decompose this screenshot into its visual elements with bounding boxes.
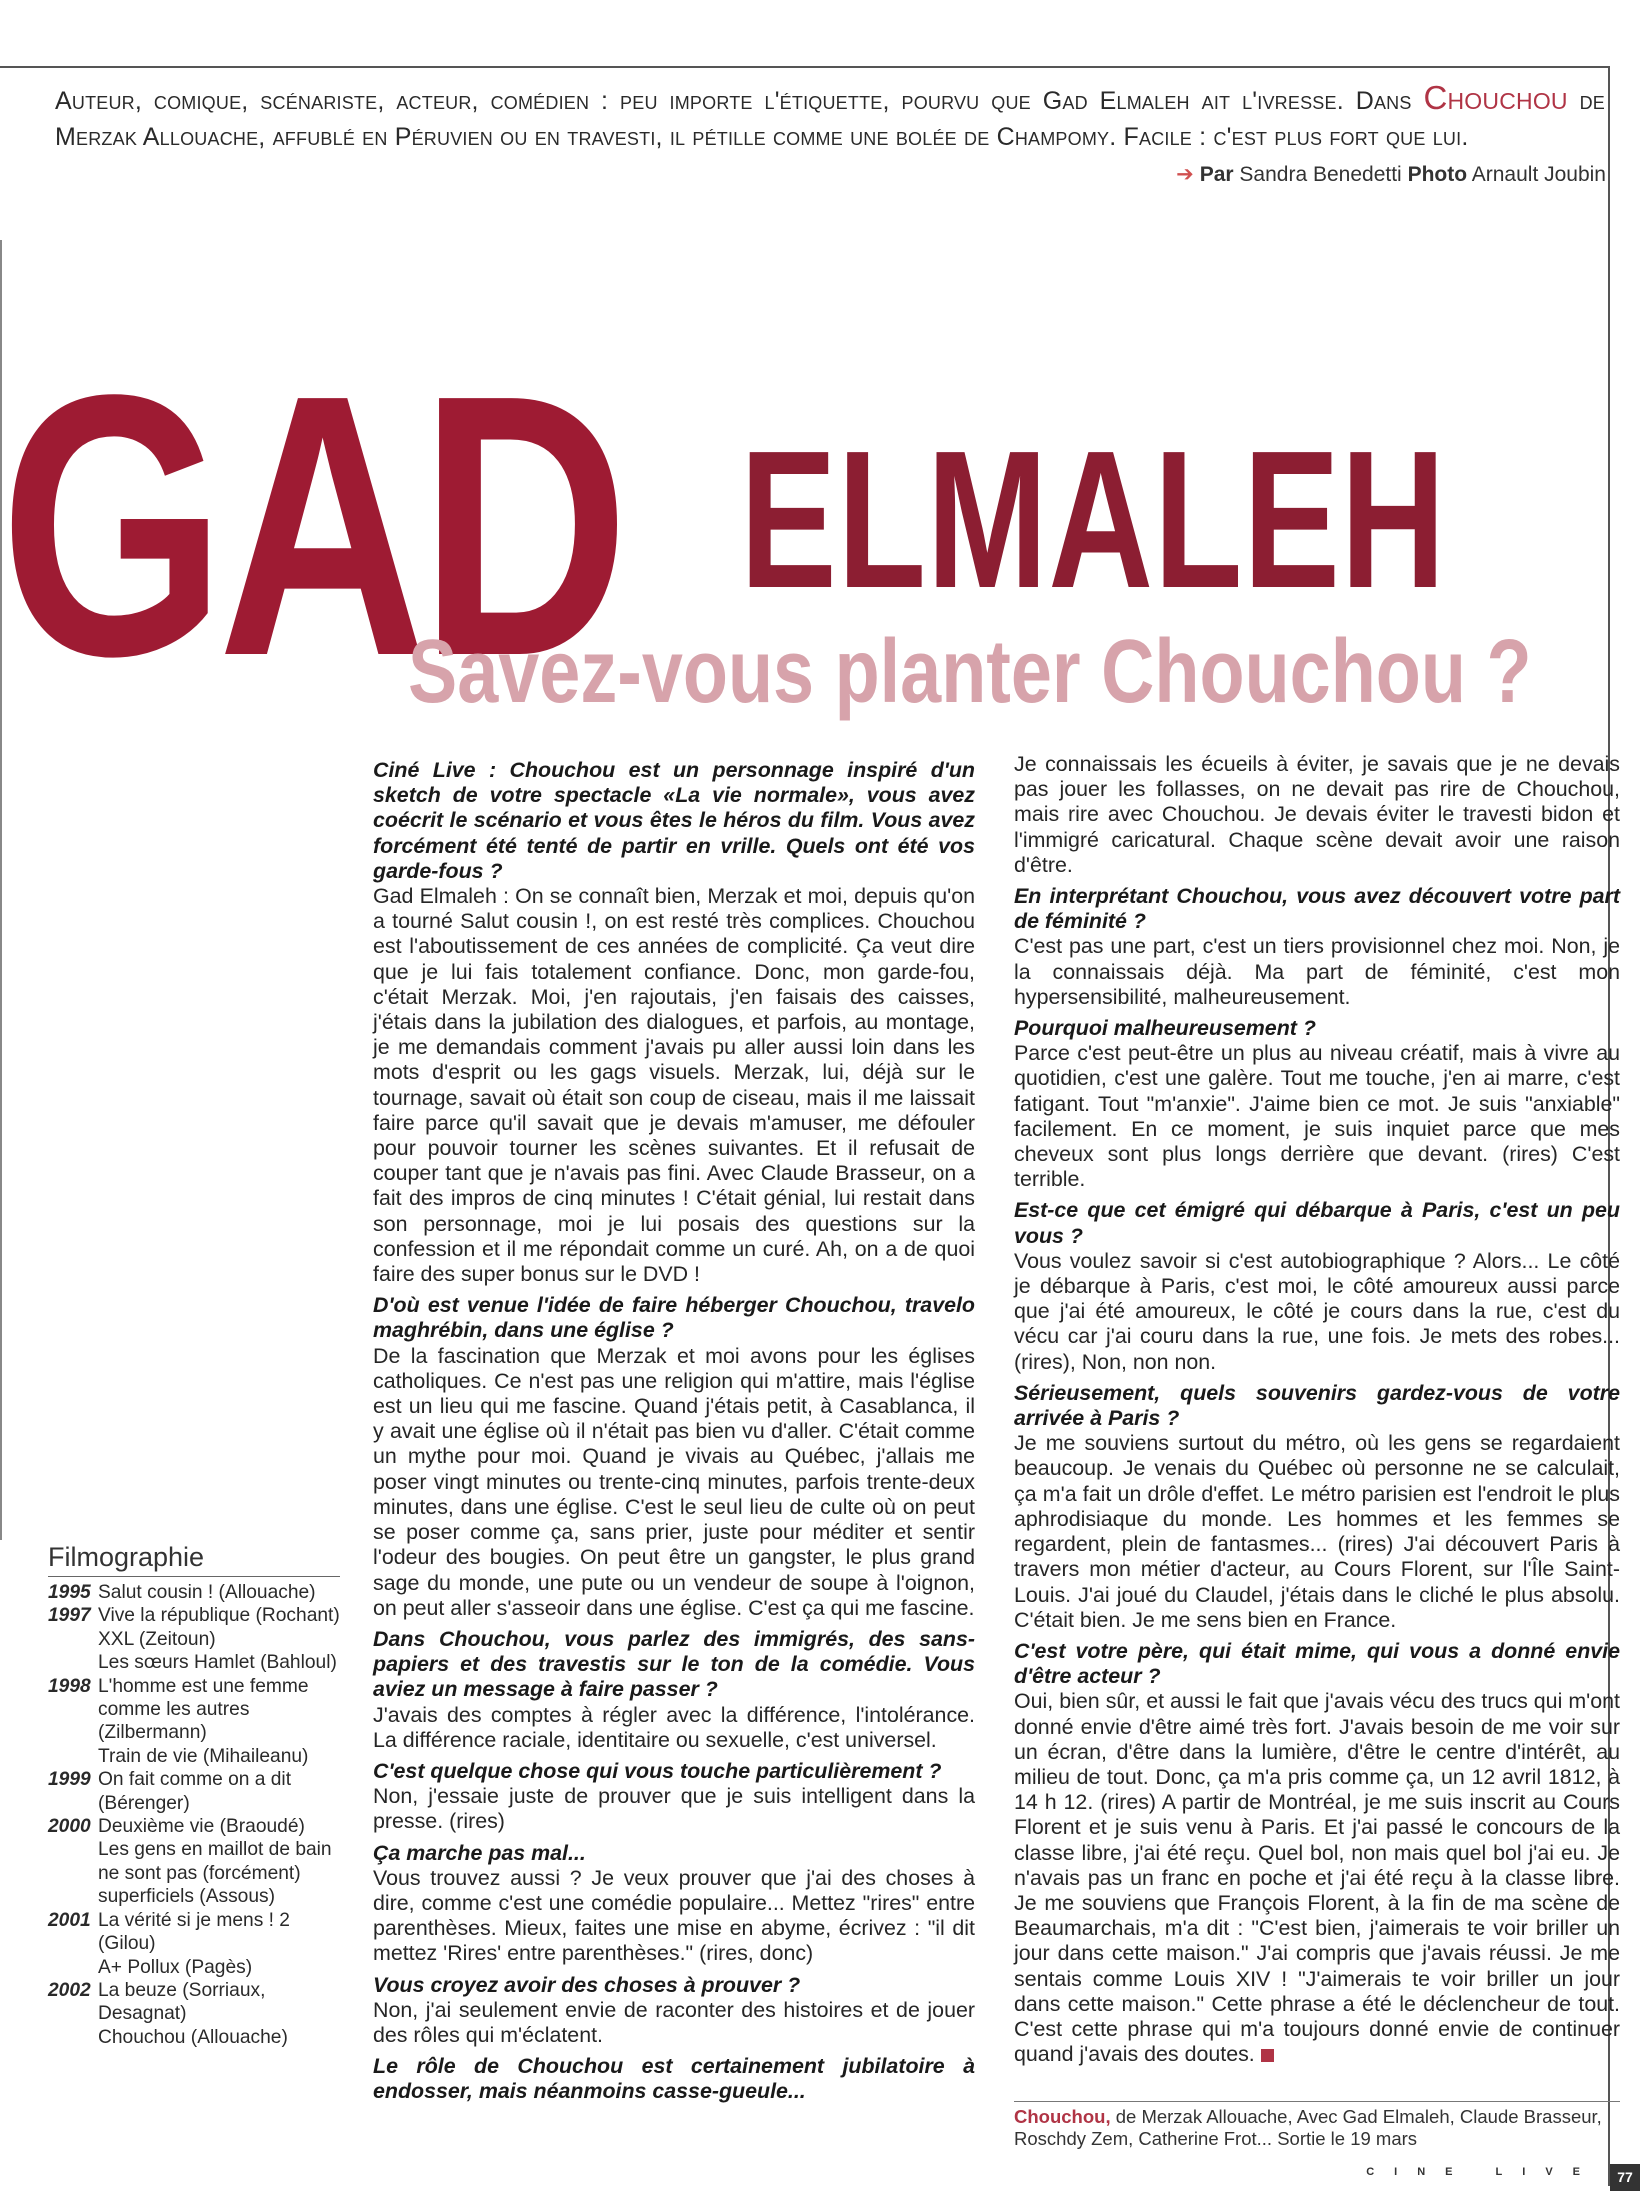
headline-subtitle: Savez-vous planter Chouchou ?: [408, 622, 1532, 722]
filmography-title-entry: Chouchou (Allouache): [98, 2026, 288, 2048]
top-rule: [0, 66, 1610, 68]
filmography-year: 2001: [48, 1909, 91, 1931]
filmography-title-entry: Les gens en maillot de bain ne sont pas (forcément) superficiels (Assous): [98, 1839, 332, 1908]
interview-question: Vous croyez avoir des choses à prouver ?: [373, 1972, 801, 1997]
filmography-title-entry: Les sœurs Hamlet (Bahloul): [98, 1652, 337, 1674]
filmography-entry: [48, 1628, 340, 1651]
par-label: Par: [1199, 163, 1234, 186]
intro-text-2: de Merzak Allouache, affublé en Péruvien ou en travesti, il pétille comme une bolée de Champomy. Facile : c'est plus fort que lui.: [55, 87, 1605, 151]
author-name: Sandra Benedetti: [1239, 163, 1402, 186]
filmography-year: 1998: [48, 1675, 91, 1697]
photo-label: Photo: [1407, 163, 1468, 186]
film-info-footer: [1014, 2101, 1620, 2150]
interview-answer: Vous voulez savoir si c'est autobiographique ? Alors... Le côté je débarque à Paris, c'est moi, le côté amoureux aussi parce que j'ai été amoureux, le côté je cours dans la rue, c'est du vécu car j'ai couru dans la rue, une fois. Je mets des robes... (rires), Non, non non.: [1014, 1248, 1620, 1374]
credits: [1176, 162, 1606, 187]
filmography-title-entry: Train de vie (Mihaileanu): [98, 1745, 309, 1767]
filmography-year: 1995: [48, 1582, 91, 1603]
filmography-title-entry: Salut cousin ! (Allouache): [98, 1582, 316, 1603]
interview-answer: Non, j'essaie juste de prouver que je suis intelligent dans la presse. (rires): [373, 1784, 975, 1834]
page-number: 77: [1610, 2164, 1640, 2191]
filmography-entry: [48, 2026, 340, 2049]
filmography-entry: [48, 1745, 340, 1768]
filmography-entry: [48, 1604, 340, 1627]
filmography-entry: [48, 1675, 340, 1745]
headline-first-name: GAD: [0, 317, 622, 733]
arrow-icon: ➔: [1176, 163, 1194, 186]
interview-answer: Parce c'est peut-être un plus au niveau créatif, mais à vivre au quotidien, c'est une galère. Tout me touche, j'en ai marre, c'est fatigant. Tout "m'anxie". J'aime bien ce mot. Je suis "anxiable" facilement. En ce moment, je suis inquiet parce que mes cheveux sont plus longs derrière que devant. (rires) C'est terrible.: [1014, 1041, 1620, 1192]
footer-film-title: Chouchou,: [1014, 2106, 1111, 2127]
interview-answer: Je connaissais les écueils à éviter, je savais que je ne devais pas jouer les follasses, on ne devait pas rire de Chouchou, mais rire avec Chouchou. Je devais éviter le travesti bidon et l'immigré caricatural. Chaque scène devait avoir une raison d'être.: [1014, 752, 1620, 877]
filmography-entry: [48, 1651, 340, 1674]
filmography-year: [48, 1956, 98, 1979]
interview-answer: Vous trouvez aussi ? Je veux prouver que j'ai des choses à dire, comme c'est une comédie populaire... Mettez "rires" entre parenthèses. Mieux, faites une mise en abyme, écrivez : "il dit mettez 'Rires' entre parenthèses." (rires, donc): [373, 1865, 975, 1966]
filmography-entry: [48, 1581, 340, 1604]
filmography-title-entry: L'homme est une femme comme les autres (Zilbermann): [98, 1675, 309, 1744]
interview-question: Est-ce que cet émigré qui débarque à Paris, c'est un peu vous ?: [1014, 1198, 1620, 1248]
interview-question: Sérieusement, quels souvenirs gardez-vous de votre arrivée à Paris ?: [1014, 1380, 1620, 1431]
filmography-title-entry: La beuze (Sorriaux, Desagnat): [98, 1979, 266, 2025]
filmography-title-entry: XXL (Zeitoun): [98, 1628, 216, 1650]
filmography-box: [48, 1540, 340, 2049]
filmography-entry: [48, 1768, 340, 1815]
filmography-title-entry: La vérité si je mens ! 2 (Gilou): [98, 1909, 290, 1955]
filmography-year: [48, 2026, 98, 2049]
interview-question: Le rôle de Chouchou est certainement jubilatoire à endosser, mais néanmoins casse-gueule...: [373, 2054, 975, 2104]
interview-answer: Je me souviens surtout du métro, où les gens se regardaient beaucoup. Je venais du Québec où personne ne se calculait, ça m'a fait un drôle d'effet. Le métro parisien est l'endroit le plus aphrodisiaque du monde. Les hommes et les femmes se regardent, plein de fantasmes... (rires) J'ai découvert Paris à travers mon métier d'acteur, au Cours Florent, sur l'Île Saint-Louis. J'ai joué du Claudel, j'étais dans le cliché le plus absolu. C'était bien. Je me sens bien en France.: [1014, 1431, 1620, 1632]
article-column-2: [1014, 752, 1620, 2067]
footer-film-details: de Merzak Allouache, Avec Gad Elmaleh, Claude Brasseur, Roschdy Zem, Catherine Frot... Sortie le 19 mars: [1014, 2106, 1602, 2149]
interview-question: D'où est venue l'idée de faire héberger Chouchou, travelo maghrébin, dans une église ?: [373, 1293, 975, 1343]
filmography-entry: [48, 1979, 340, 2026]
filmography-year: 2000: [48, 1816, 91, 1838]
filmography-entry: [48, 1815, 340, 1838]
filmography-title-entry: A+ Pollux (Pagès): [98, 1956, 253, 1978]
magazine-name: CINE LIVE: [1366, 2166, 1600, 2178]
intro-film-title: Chouchou: [1423, 79, 1568, 116]
filmography-title-entry: Vive la république (Rochant): [98, 1605, 340, 1627]
headline-last-name: ELMALEH: [740, 410, 1447, 629]
filmography-entry: [48, 1909, 340, 1956]
end-of-article-icon: [1261, 2049, 1274, 2062]
filmography-year: [48, 1838, 98, 1908]
interview-question: En interprétant Chouchou, vous avez découvert votre part de féminité ?: [1014, 884, 1620, 934]
interview-answer: C'est pas une part, c'est un tiers provisionnel chez moi. Non, je la connaissais déjà. Ma part de féminité, c'est mon hypersensibilité, malheureusement.: [1014, 934, 1620, 1009]
filmography-year: 1997: [48, 1605, 91, 1627]
filmography-year: [48, 1745, 98, 1768]
filmography-title: Filmographie: [48, 1540, 340, 1577]
interview-question: Dans Chouchou, vous parlez des immigrés, des sans-papiers et des travestis sur le ton de la comédie. Vous aviez un message à faire passer ?: [373, 1626, 975, 1702]
article-column-1: [373, 752, 975, 2105]
interview-question: C'est votre père, qui était mime, qui vous a donné envie d'être acteur ?: [1014, 1638, 1620, 1689]
filmography-entry: [48, 1838, 340, 1908]
interview-answer: Gad Elmaleh : On se connaît bien, Merzak et moi, depuis qu'on a tourné Salut cousin !, on est resté très complices. Chouchou est l'aboutissement de ces années de complicité. Ça veut dire que je lui fais totalement confiance. Donc, mon garde-fou, c'était Merzak. Moi, j'en rajoutais, j'en faisais des caisses, j'étais dans la jubilation des dialogues, et parfois, au montage, je me demandais comment j'avais pu aller aussi loin dans les mots d'esprit ou les gags visuels. Merzak, lui, déjà sur le tournage, savait où était son coup de ciseau, mais il me laissait faire parce qu'il savait que je devais m'amuser, me défouler pour pouvoir tourner les scènes suivantes. Et il refusait de couper tant que je n'avais pas fini. Avec Claude Brasseur, on a fait des impros de cinq minutes ! C'était génial, lui restait dans son personnage, moi je lui posais des questions sur la confession et il me répondait comme un curé. Ah, on a de quoi faire des super bonus sur le DVD !: [373, 884, 975, 1287]
filmography-entry: [48, 1956, 340, 1979]
filmography-title-entry: On fait comme on a dit (Bérenger): [98, 1769, 292, 1814]
interview-answer: Oui, bien sûr, et aussi le fait que j'avais vécu des trucs qui m'ont donné envie d'être aimé très fort. J'avais besoin de me voir sur un écran, d'être dans la lumière, d'être le centre d'intérêt, au milieu de tout. Donc, ça m'a pris comme ça, un 12 avril 1812, à 14 h 12. (rires) A partir de Montréal, je me suis inscrit au Cours Florent et je suis venu à Paris. Et j'ai passé le concours de la classe libre, j'ai été reçu. Quel bol, non mais quel bol j'ai eu. Je n'avais pas un franc en poche et j'ai été reçu à la classe libre. Je me souviens que François Florent, à la fin de ma scène de Beaumarchais, m'a dit : "C'est bien, j'aimerais te voir briller un jour dans cette maison." J'ai compris que j'avais réussi. Je me sentais comme Louis XIV ! "J'aimerais te voir briller un jour dans cette maison." Cette phrase a été le déclencheur de tout. C'est cette phrase qui m'a toujours donné envie de continuer quand j'avais des doutes.: [1014, 1689, 1620, 2067]
filmography-year: [48, 1651, 98, 1674]
intro-paragraph: [55, 80, 1605, 155]
interview-question: Pourquoi malheureusement ?: [1014, 1016, 1316, 1041]
filmography-title-entry: Deuxième vie (Braoudé): [98, 1816, 305, 1838]
interview-answer: Non, j'ai seulement envie de raconter des histoires et de jouer des rôles qui m'éclatent.: [373, 1997, 975, 2047]
interview-answer: J'avais des comptes à régler avec la différence, l'intolérance. La différence raciale, identitaire ou sexuelle, c'est universel.: [373, 1702, 975, 1752]
interview-question: Ça marche pas mal...: [373, 1840, 586, 1865]
filmography-list: [48, 1581, 340, 2049]
photographer-name: Arnault Joubin: [1471, 163, 1606, 186]
filmography-year: 2002: [48, 1979, 91, 2001]
interview-question: Ciné Live : Chouchou est un personnage inspiré d'un sketch de votre spectacle «La vie normale», vous avez coécrit le scénario et vous êtes le héros du film. Vous avez forcément été tenté de partir en vrille. Quels ont été vos garde-fous ?: [373, 758, 975, 883]
interview-answer: De la fascination que Merzak et moi avons pour les églises catholiques. Ce n'est pas une religion qui m'attire, mais l'église est un lieu qui me fascine. Quand j'étais petit, à Casablanca, il y avait une église où il n'était pas bien vu d'aller. C'était comme un mythe pour moi. Quand je vivais au Québec, j'allais me poser vingt minutes ou trente-cinq minutes, parfois trente-deux minutes, dans une église. C'est le seul lieu de culte où on peut se poser comme ça, sans prier, juste pour méditer et sentir l'odeur des bougies. On peut être un gangster, le plus grand sage du monde, une pute ou un vendeur de soupe à l'oignon, on peut aller s'asseoir dans une église. C'est ça qui me fascine.: [373, 1343, 975, 1620]
filmography-year: [48, 1628, 98, 1651]
filmography-year: 1999: [48, 1769, 91, 1791]
intro-text-1: Auteur, comique, scénariste, acteur, comédien : peu importe l'étiquette, pourvu que Gad Elmaleh ait l'ivresse. Dans: [55, 87, 1424, 115]
interview-question: C'est quelque chose qui vous touche particulièrement ?: [373, 1758, 942, 1783]
